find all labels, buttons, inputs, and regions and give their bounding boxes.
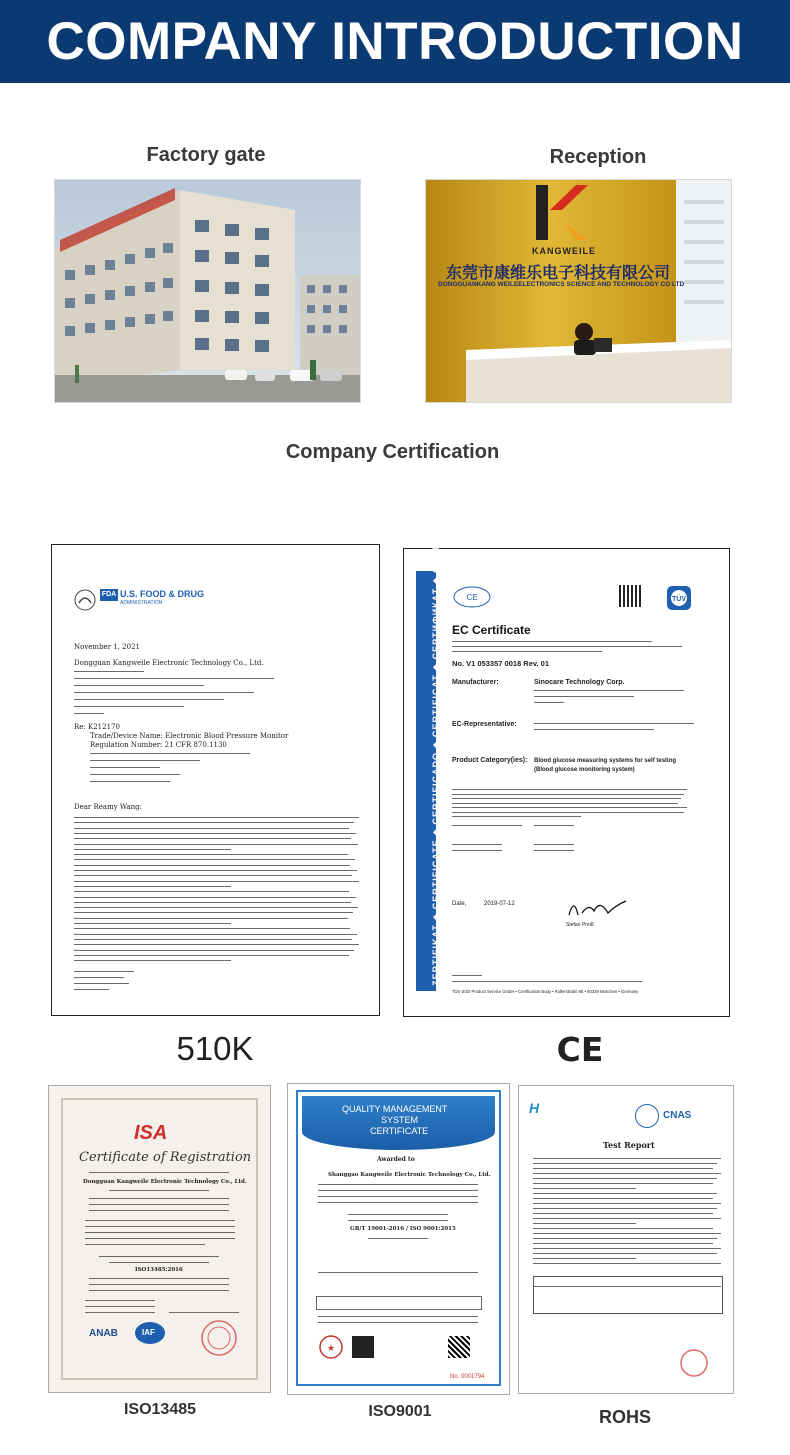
iso9001-header2: SYSTEM	[381, 1115, 419, 1125]
rohs-cnas-badge: CNAS	[663, 1110, 692, 1121]
text-line	[74, 886, 231, 887]
text-line	[74, 960, 231, 961]
text-line	[533, 1238, 717, 1239]
text-line	[452, 798, 681, 799]
text-line	[74, 875, 352, 876]
text-line	[74, 870, 357, 871]
rohs-logo: H	[529, 1100, 540, 1116]
iso9001-serial: No. 0001794	[450, 1374, 485, 1380]
text-line	[74, 833, 356, 834]
iso13485-seal-icon	[199, 1318, 239, 1358]
ce-title: EC Certificate	[452, 623, 531, 637]
text-line	[452, 789, 687, 790]
page-banner	[0, 0, 790, 83]
text-line	[533, 1188, 636, 1189]
ce-label: CE	[556, 1030, 604, 1069]
ce-signature-icon	[564, 895, 634, 921]
svg-text:★: ★	[326, 1343, 336, 1353]
text-line	[533, 1263, 721, 1264]
text-line	[74, 844, 358, 845]
text-line	[74, 944, 359, 945]
iaf-badge-icon	[135, 1322, 165, 1344]
reception-caption: Reception	[549, 146, 647, 168]
text-line	[452, 807, 687, 808]
reception-brand: KANGWEILE	[532, 246, 596, 256]
tuv-logo-icon	[666, 585, 692, 611]
iso9001-awarded: Awarded to	[377, 1156, 415, 1163]
ce-category-label: Product Category(ies):	[452, 757, 528, 764]
fda-agency: U.S. FOOD & DRUG	[120, 589, 205, 599]
text-line	[74, 950, 354, 951]
text-line	[533, 1218, 721, 1219]
iso9001-certificate	[287, 1083, 510, 1395]
rohs-result-table	[533, 1276, 723, 1314]
iso13485-company: Dongguan Kangweile Electronic Technology Co., Ltd.	[83, 1179, 247, 1185]
svg-text:TÜV: TÜV	[672, 596, 686, 603]
text-line	[533, 1248, 721, 1249]
text-line	[74, 849, 231, 850]
text-line	[533, 1168, 713, 1169]
ce-signer: Stefan Preiß	[566, 922, 594, 928]
anab-badge: ANAB	[89, 1328, 118, 1339]
text-line	[533, 1183, 713, 1184]
fda-date: November 1, 2021	[74, 643, 140, 651]
reception-wall-image	[426, 180, 731, 402]
fda-ref: Re: K212170	[74, 723, 120, 731]
text-line	[74, 902, 351, 903]
text-line	[533, 1208, 717, 1209]
ce-date: 2019-07-12	[484, 901, 515, 907]
text-line	[74, 838, 351, 839]
page-title: COMPANY INTRODUCTION	[46, 12, 744, 71]
iso9001-standard: GB/T 19001-2016 / ISO 9001:2015	[350, 1226, 456, 1232]
fda-device: Trade/Device Name: Electronic Blood Pressure Monitor	[90, 732, 289, 740]
text-line	[74, 955, 349, 956]
text-line	[74, 865, 350, 866]
fda-logo-icon: FDA	[100, 589, 118, 601]
text-line	[533, 1228, 713, 1229]
text-line	[74, 918, 348, 919]
text-line	[74, 907, 358, 908]
iso13485-certificate	[48, 1085, 271, 1393]
iso9001-label: ISO9001	[368, 1403, 432, 1420]
reception-chinese-name: 东莞市康维乐电子科技有限公司	[446, 263, 671, 282]
text-line	[74, 923, 231, 924]
text-line	[533, 1258, 636, 1259]
svg-text:CE: CE	[466, 593, 478, 602]
text-line	[74, 928, 350, 929]
rohs-label: ROHS	[598, 1407, 651, 1427]
text-line	[74, 854, 348, 855]
text-line	[533, 1158, 721, 1159]
text-line	[533, 1163, 717, 1164]
iso13485-label: ISO13485	[123, 1401, 197, 1418]
ce-number: No. V1 053357 0018 Rev. 01	[452, 659, 550, 668]
text-line	[74, 912, 353, 913]
text-line	[74, 891, 349, 892]
reception-english-name: DONGGUANKANG WEILEELECTRONICS SCIENCE AND TECHNOLOGY CO LTD	[438, 281, 685, 288]
text-line	[533, 1198, 713, 1199]
rohs-seal-icon	[679, 1348, 709, 1378]
eu-stars-icon	[452, 585, 492, 609]
qr-code-icon	[619, 585, 641, 607]
text-line	[74, 817, 359, 818]
ce-category: Blood glucose measuring systems for self testing (Blood glucose monitoring system)	[534, 758, 677, 773]
text-line	[74, 828, 349, 829]
iso9001-qr-icon	[448, 1336, 470, 1358]
fda-510k-label: 510K	[176, 1030, 254, 1067]
ce-side-stripe	[416, 503, 441, 991]
text-line	[533, 1223, 636, 1224]
text-line	[452, 803, 678, 804]
factory-building-image	[55, 180, 360, 402]
text-line	[74, 939, 352, 940]
text-line	[533, 1203, 721, 1204]
rohs-test-report	[518, 1085, 734, 1394]
ce-manufacturer: Sinocare Technology Corp.	[534, 679, 625, 686]
iso9001-seal-icon	[318, 1334, 344, 1360]
isa-logo: ISA	[134, 1122, 168, 1144]
iso13485-standard: ISO13485:2016	[135, 1267, 183, 1273]
text-line	[74, 859, 355, 860]
fda-510k-certificate	[51, 544, 380, 1016]
text-line	[74, 934, 357, 935]
text-line	[452, 794, 684, 795]
reception-photo	[425, 179, 732, 403]
ce-footer: TÜV SÜD Product Service GmbH • Certification Body • Ridlerstraße 65 • 80339 München • Germany	[452, 989, 639, 994]
company-certification-caption: Company Certification	[285, 441, 500, 463]
iso13485-title: Certificate of Registration	[79, 1150, 252, 1165]
fda-agency-sub: ADMINISTRATION	[120, 600, 163, 606]
text-line	[533, 1173, 721, 1174]
text-line	[533, 1233, 721, 1234]
ce-side-text: ZERTIFIKAT ◆ CERTIFICATE ◆ CERTIFICADO ◆ CERTIFICAT ◆ СЕРТИФИКАТ ◆ CERTIFICATE	[431, 503, 441, 986]
factory-gate-photo	[54, 179, 361, 403]
text-line	[533, 1213, 713, 1214]
text-line	[533, 1253, 717, 1254]
text-line	[533, 1178, 717, 1179]
ce-date-label: Date,	[452, 901, 467, 907]
iso9001-company: Shanggao Kangweile Electronic Technology Co., Ltd.	[328, 1172, 491, 1178]
iso9001-scope-table	[316, 1296, 482, 1310]
text-line	[74, 881, 359, 882]
ce-certificate	[403, 503, 730, 1017]
fda-greeting: Dear Reamy Wang:	[74, 803, 143, 811]
rohs-title: Test Report	[603, 1140, 655, 1150]
text-line	[74, 822, 354, 823]
iso9001-logo-icon	[352, 1336, 374, 1358]
text-line	[533, 1193, 717, 1194]
hhs-eagle-icon	[74, 589, 96, 611]
text-line	[74, 897, 356, 898]
fda-regulation: Regulation Number: 21 CFR 870.1130	[90, 741, 227, 749]
iso9001-header1: QUALITY MANAGEMENT	[342, 1104, 448, 1114]
ce-representative-label: EC-Representative:	[452, 721, 517, 728]
text-line	[452, 816, 581, 817]
factory-gate-caption: Factory gate	[146, 144, 266, 166]
ilac-mra-icon	[635, 1104, 659, 1128]
iaf-badge: IAF	[142, 1328, 155, 1337]
text-line	[533, 1243, 713, 1244]
ce-manufacturer-label: Manufacturer:	[452, 679, 499, 686]
fda-company: Dongguan Kangweile Electronic Technology Co., Ltd.	[74, 659, 264, 667]
text-line	[452, 812, 684, 813]
iso9001-header3: CERTIFICATE	[370, 1126, 429, 1136]
